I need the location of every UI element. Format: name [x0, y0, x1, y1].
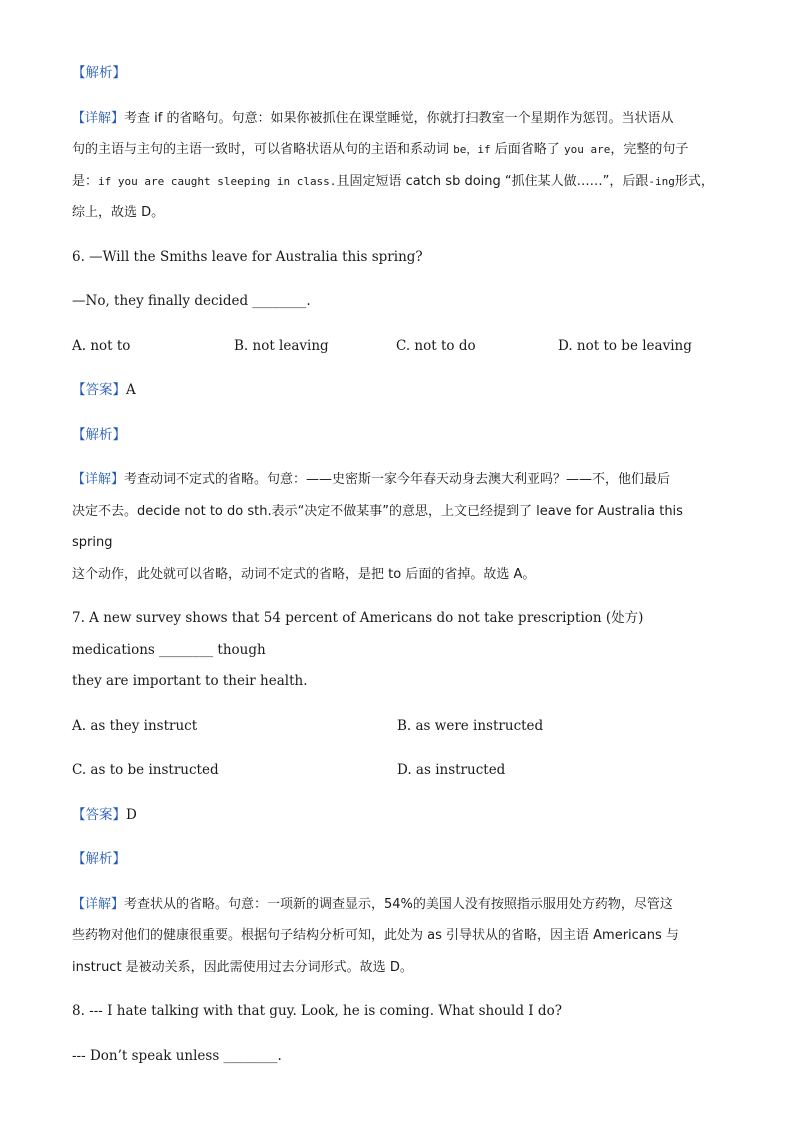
- document-page: [72, 58, 722, 1085]
- q7-line-1: 考查状从的省略。句意：一项新的调查显示，54%的美国人没有按照指示服用处方药物，尽管这: [124, 896, 673, 912]
- q6-analysis-tag: 【解析】: [72, 426, 126, 443]
- q6-option-d: D. not to be leaving: [558, 337, 692, 354]
- q5-line-2-code2: you are: [563, 143, 611, 156]
- q5-line-2-code: be，if: [453, 143, 491, 156]
- q7-options-row-1: [72, 711, 722, 743]
- q5-line-3a: 是：: [72, 173, 99, 189]
- q6-explanation: 【详解】考查动词不定式的省略。句意：——史密斯一家今年春天动身去澳大利亚吗？——不，他们最后 决定不去。decide not to do sth.表示“决定不做某事”的意思，上文已经提到了 leave for Australia this spring 这个动作，此处就可以省略，动词不定式的省略，是把 to 后面的省掉。故选 A。: [72, 464, 722, 590]
- q7-option-c: C. as to be instructed: [72, 762, 219, 778]
- q5-explanation: [72, 103, 722, 229]
- q7-option-d: D. as instructed: [397, 762, 506, 778]
- q6-option-b: B. not leaving: [234, 337, 329, 354]
- q6-line-1: 考查动词不定式的省略。句意：——史密斯一家今年春天动身去澳大利亚吗？——不，他们最后: [124, 472, 671, 487]
- q7-line-3: instruct 是被动关系，因此需使用过去分词形式。故选 D。: [72, 959, 413, 975]
- q7-analysis-tag: 【解析】: [72, 851, 126, 867]
- q5-line-1: 考查 if 的省略句。句意：如果你被抓住在课堂睡觉，你就打扫教室一个星期作为惩罚。当状语从: [124, 110, 674, 126]
- q6-answer: 【答案】A: [72, 382, 136, 398]
- q7-stem-line-1: 7. A new survey shows that 54 percent of Americans do not take prescription (处方) medications ________ though: [72, 610, 644, 658]
- q5-line-3c: 形式，: [674, 173, 714, 189]
- q8-stem: 8. --- I hate talking with that guy. Look, he is coming. What should I do?: [72, 1003, 562, 1019]
- q8-reply: --- Don’t speak unless ________.: [72, 1047, 282, 1064]
- q7-option-a: A. as they instruct: [72, 717, 198, 734]
- q5-line-2a: 句的主语与主句的主语一致时，可以省略状语从句的主语和系动词: [72, 142, 450, 157]
- q6-line-3: 这个动作，此处就可以省略，动词不定式的省略，是把 to 后面的省掉。故选 A。: [72, 566, 536, 582]
- q5-line-2b: 后面省略了: [494, 142, 560, 157]
- q5-line-3-code: if you are caught sleeping in class.: [98, 174, 337, 188]
- q7-explanation: 【详解】考查状从的省略。句意：一项新的调查显示，54%的美国人没有按照指示服用处方药物，尽管这 些药物对他们的健康很重要。根据句子结构分析可知，此处为 as 引导状从的省略，因主语 Americans 与 instruct 是被动关系，因此需使用过去分词形式。故选 D。: [72, 889, 722, 984]
- q6-option-a: A. not to: [72, 337, 131, 354]
- q7-stem-line-2: they are important to their health.: [72, 673, 308, 689]
- q7-stem: [72, 603, 722, 698]
- q5-line-2c: ，完整的句子: [610, 142, 689, 157]
- q7-options-row-2: [72, 755, 722, 787]
- q5-line-4: 综上，故选 D。: [72, 205, 165, 220]
- q5-line-3b: 且固定短语 catch sb doing “抓住某人做……”，后跟: [336, 173, 649, 189]
- q6-reply: —No, they finally decided ________.: [72, 293, 311, 309]
- q6-line-2: 决定不去。decide not to do sth.表示“决定不做某事”的意思，上文已经提到了 leave for Australia this spring: [72, 503, 683, 550]
- analysis-tag: 【解析】: [72, 65, 126, 81]
- q5-line-3-code2: -ing: [648, 174, 675, 188]
- q7-option-b: B. as were instructed: [397, 717, 544, 734]
- q6-stem: 6. —Will the Smiths leave for Australia this spring?: [72, 248, 423, 265]
- detail-tag: 【详解】: [72, 110, 125, 126]
- q6-options: [72, 331, 722, 363]
- q6-option-c: C. not to do: [396, 337, 476, 354]
- q7-line-2: 些药物对他们的健康很重要。根据句子结构分析可知，此处为 as 引导状从的省略，因主语 Americans 与: [72, 928, 679, 943]
- q7-answer: 【答案】D: [72, 806, 137, 823]
